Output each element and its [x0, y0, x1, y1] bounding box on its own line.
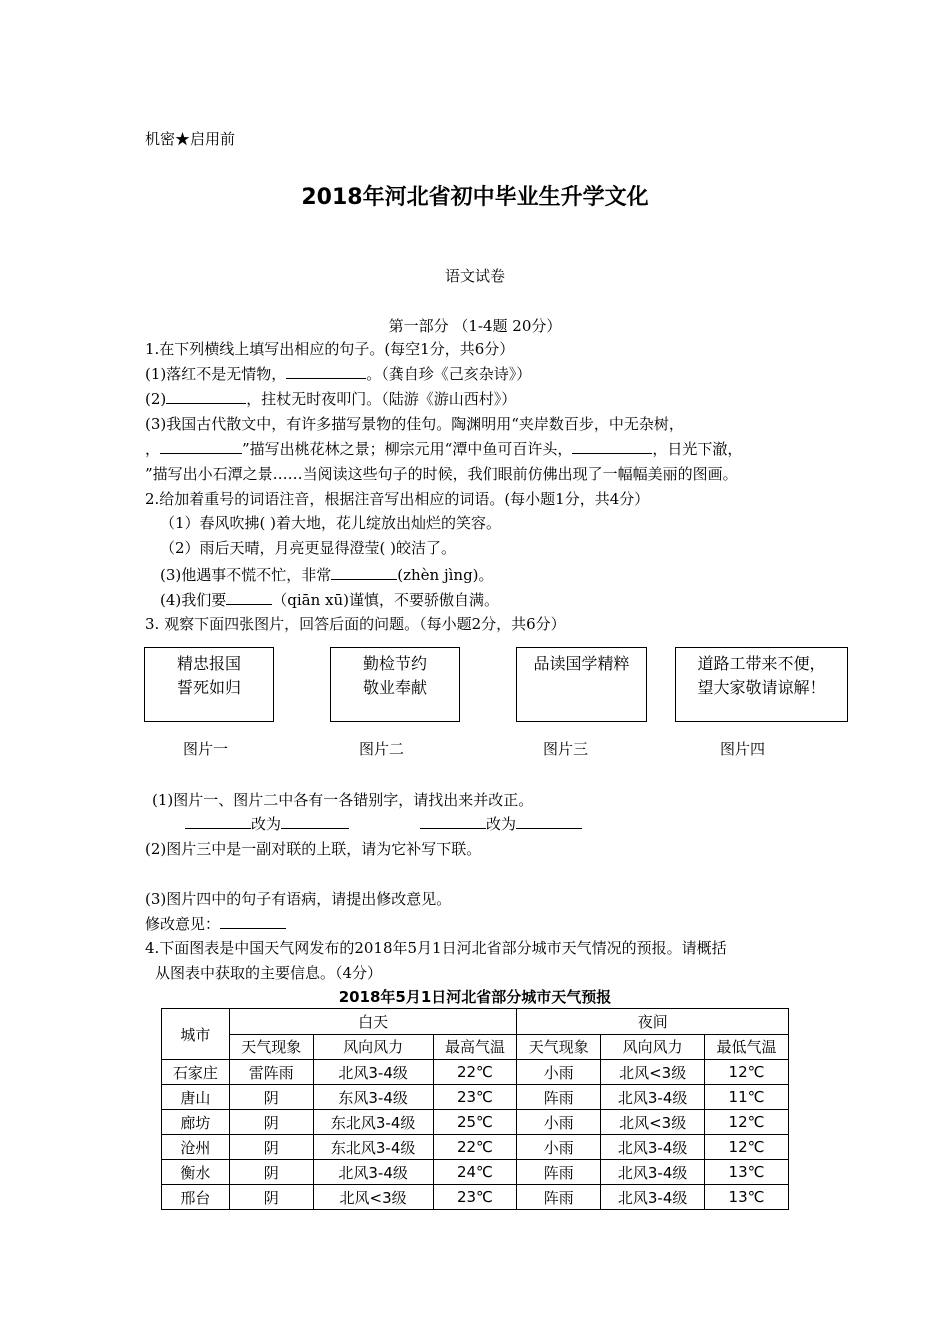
table-cell: 廊坊 [162, 1110, 230, 1135]
table-cell: 12℃ [705, 1110, 789, 1135]
picture-4-caption: 图片四 [720, 740, 766, 758]
answer-blank[interactable] [286, 364, 366, 379]
picture-3 [516, 647, 647, 722]
table-cell: 北风<3级 [601, 1110, 705, 1135]
table-cell: 阴 [229, 1185, 313, 1210]
table-cell: 12℃ [705, 1135, 789, 1160]
picture-4-line1: 道路工带来不便， [697, 654, 826, 673]
column-header: 风向风力 [313, 1034, 433, 1060]
table-row [162, 1110, 789, 1135]
q4-stem-line1: 4.下面图表是中国天气网发布的2018年5月1日河北省部分城市天气情况的预报。请概括 [145, 939, 727, 957]
column-header: 天气现象 [517, 1034, 601, 1060]
q4-stem-line2: 从图表中获取的主要信息。（4分） [155, 964, 383, 982]
picture-2-line1: 勤检节约 [362, 654, 427, 673]
answer-blank[interactable] [331, 565, 397, 580]
weather-table [161, 1008, 789, 1210]
q1-item-3-prefix: ， [145, 440, 161, 458]
q3-stem: 3. 观察下面四张图片，回答后面的问题。（每小题2分，共6分） [145, 615, 566, 633]
answer-blank[interactable] [220, 914, 286, 929]
table-cell: 阵雨 [517, 1160, 601, 1185]
answer-blank[interactable] [166, 389, 246, 404]
picture-1 [144, 647, 274, 722]
table-cell: 唐山 [162, 1085, 230, 1110]
change-to-label: 改为 [251, 815, 282, 833]
table-cell: 23℃ [433, 1085, 517, 1110]
change-to-label: 改为 [486, 815, 517, 833]
table-cell: 石家庄 [162, 1060, 230, 1085]
table-cell: 雷阵雨 [229, 1060, 313, 1085]
q1-item-1 [145, 363, 531, 384]
table-row [162, 1085, 789, 1110]
secret-label: 机密★启用前 [145, 130, 236, 148]
answer-blank[interactable] [281, 814, 349, 829]
table-cell: 13℃ [705, 1160, 789, 1185]
table-cell: 阴 [229, 1160, 313, 1185]
answer-blank[interactable] [226, 590, 272, 605]
q1-item-3-line1: (3)我国古代散文中，有许多描写景物的佳句。陶渊明用“夹岸数百步，中无杂树， [145, 415, 684, 433]
picture-4-line2: 望大家敬请谅解！ [697, 678, 826, 697]
advice-label: 修改意见： [145, 915, 221, 933]
table-cell: 小雨 [517, 1135, 601, 1160]
q3-item-2: (2)图片三中是一副对联的上联，请为它补写下联。 [145, 840, 482, 858]
q2-item-3-suffix: (zhèn jìng)。 [397, 566, 494, 584]
picture-4 [675, 647, 848, 722]
table-cell: 11℃ [705, 1085, 789, 1110]
table-row [162, 1060, 789, 1085]
picture-3-line1: 品读国学精粹 [533, 654, 630, 673]
q2-stem: 2.给加着重号的词语注音，根据注音写出相应的词语。(每小题1分，共4分） [145, 490, 650, 508]
table-cell: 东风3-4级 [313, 1085, 433, 1110]
table-cell: 北风3-4级 [313, 1160, 433, 1185]
subject-title: 语文试卷 [444, 267, 505, 285]
q3-item-3: (3)图片四中的句子有语病，请提出修改意见。 [145, 890, 452, 908]
q3-correction-2 [420, 813, 582, 834]
table-cell: 北风<3级 [601, 1060, 705, 1085]
column-header: 最高气温 [433, 1034, 517, 1060]
q1-item-2 [145, 388, 516, 409]
q1-item-3-line3: ”描写出小石潭之景……当阅读这些句子的时候，我们眼前仿佛出现了一幅幅美丽的图画。 [145, 465, 738, 483]
table-cell: 25℃ [433, 1110, 517, 1135]
table-row [162, 1160, 789, 1185]
table-cell: 东北风3-4级 [313, 1110, 433, 1135]
table-cell: 北风3-4级 [601, 1085, 705, 1110]
picture-2 [330, 647, 460, 722]
table-cell: 北风3-4级 [313, 1060, 433, 1085]
table-cell: 沧州 [162, 1135, 230, 1160]
q3-advice [145, 913, 286, 934]
table-cell: 北风3-4级 [601, 1185, 705, 1210]
picture-2-caption: 图片二 [359, 740, 405, 758]
table-cell: 阴 [229, 1085, 313, 1110]
table-cell: 北风3-4级 [601, 1160, 705, 1185]
picture-2-line2: 敬业奉献 [362, 678, 427, 697]
table-cell: 小雨 [517, 1110, 601, 1135]
q2-item-2: （2）雨后天晴，月亮更显得澄莹( )皎洁了。 [160, 539, 457, 557]
table-cell: 13℃ [705, 1185, 789, 1210]
city-header: 城市 [162, 1009, 230, 1060]
table-cell: 22℃ [433, 1060, 517, 1085]
table-cell: 北风3-4级 [601, 1135, 705, 1160]
answer-blank[interactable] [572, 439, 652, 454]
q2-item-4 [160, 589, 499, 610]
table-cell: 22℃ [433, 1135, 517, 1160]
q1-item-3-middle: ”描写出桃花林之景；柳宗元用“潭中鱼可百许头， [242, 440, 573, 458]
column-header: 天气现象 [229, 1034, 313, 1060]
q3-item-1: (1)图片一、图片二中各有一各错别字，请找出来并改正。 [152, 791, 534, 809]
q3-correction-1 [185, 813, 349, 834]
q1-item-3-line2 [145, 438, 742, 459]
picture-1-line2: 誓死如归 [176, 678, 241, 697]
part-heading: 第一部分 （1-4题 20分） [388, 317, 562, 335]
picture-3-caption: 图片三 [543, 740, 589, 758]
q2-item-4-prefix: (4)我们要 [160, 591, 227, 609]
table-cell: 阴 [229, 1110, 313, 1135]
table-cell: 12℃ [705, 1060, 789, 1085]
q1-item-1-prefix: (1)落红不是无情物， [145, 365, 287, 383]
table-subheader-row [162, 1034, 789, 1060]
column-header: 风向风力 [601, 1034, 705, 1060]
table-cell: 邢台 [162, 1185, 230, 1210]
table-cell: 23℃ [433, 1185, 517, 1210]
page-title: 2018年河北省初中毕业生升学文化 [301, 185, 649, 210]
q1-stem: 1.在下列横线上填写出相应的句子。(每空1分，共6分） [145, 340, 515, 358]
q2-item-4-suffix: （qiān xū)谨慎，不要骄傲自满。 [272, 591, 499, 609]
table-row [162, 1135, 789, 1160]
q2-item-3-prefix: (3)他遇事不慌不忙，非常 [160, 566, 332, 584]
table-row [162, 1185, 789, 1210]
picture-1-line1: 精忠报国 [176, 654, 241, 673]
q1-item-2-suffix: ，拄杖无时夜叩门。（陆游《游山西村》） [246, 390, 517, 408]
answer-blank[interactable] [160, 439, 242, 454]
table-cell: 24℃ [433, 1160, 517, 1185]
table-cell: 北风<3级 [313, 1185, 433, 1210]
table-cell: 阵雨 [517, 1185, 601, 1210]
table-header-row [162, 1009, 789, 1035]
q1-item-3-suffix: ，日光下澈， [652, 440, 743, 458]
answer-blank[interactable] [420, 814, 486, 829]
table-cell: 阴 [229, 1135, 313, 1160]
q2-item-3 [160, 564, 494, 585]
table-cell: 小雨 [517, 1060, 601, 1085]
q2-item-1: （1）春风吹拂( )着大地，花儿绽放出灿烂的笑容。 [160, 514, 502, 532]
night-header: 夜间 [517, 1009, 789, 1035]
q1-item-2-prefix: (2) [145, 390, 167, 408]
column-header: 最低气温 [705, 1034, 789, 1060]
table-cell: 衡水 [162, 1160, 230, 1185]
day-header: 白天 [229, 1009, 517, 1035]
table-cell: 东北风3-4级 [313, 1135, 433, 1160]
table-title: 2018年5月1日河北省部分城市天气预报 [338, 988, 612, 1006]
table-cell: 阵雨 [517, 1085, 601, 1110]
answer-blank[interactable] [185, 814, 251, 829]
picture-1-caption: 图片一 [183, 740, 229, 758]
answer-blank[interactable] [516, 814, 582, 829]
q1-item-1-suffix: 。（龚自珍《己亥杂诗》） [366, 365, 532, 383]
